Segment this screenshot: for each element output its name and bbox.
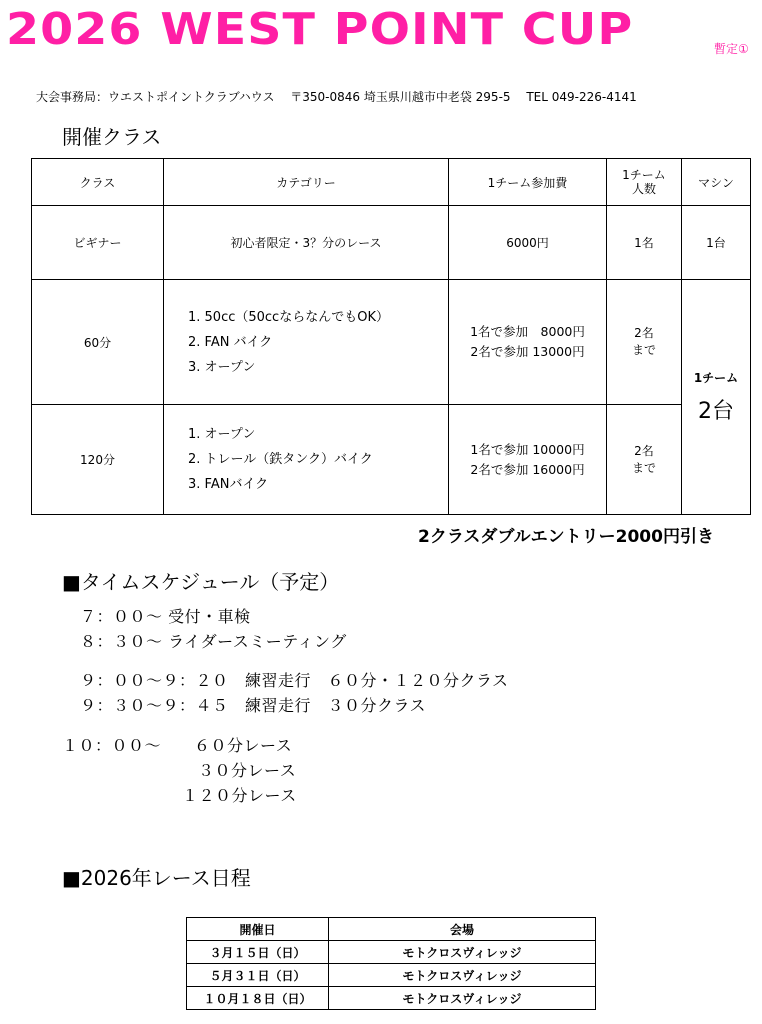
race-date: １０月１８日（日） [187, 987, 329, 1010]
class-60-categories [164, 280, 449, 405]
class-120-members [607, 405, 682, 515]
page-title: 2026 WEST POINT CUP [6, 4, 634, 55]
beginner-name: ビギナー [32, 206, 164, 280]
race-date: ３月１５日（日） [187, 941, 329, 964]
class-120-members1: 2名 [634, 443, 654, 458]
shared-machine [682, 280, 751, 515]
class-60-members1: 2名 [634, 326, 654, 340]
header-members-line1: 1チーム [622, 168, 666, 182]
schedule-line: ９：３０～９：４５ 練習走行 ３０分クラス [80, 696, 427, 715]
race-schedule-table [186, 917, 596, 1010]
race-header-venue: 会場 [329, 918, 596, 941]
class-120-cat2: 2. トレール（鉄タンク）バイク [188, 452, 373, 467]
class-120-fee [449, 405, 607, 515]
race-header-date: 開催日 [187, 918, 329, 941]
classes-heading: 開催クラス [62, 125, 162, 149]
class-60-fee [449, 280, 607, 405]
class-60-fee2: 2名で参加 13000円 [470, 344, 585, 359]
table-row [187, 964, 596, 987]
header-fee: 1チーム参加費 [449, 159, 607, 206]
class-120-cat1: 1. オープン [188, 427, 256, 442]
beginner-members: 1名 [607, 206, 682, 280]
header-members-line2: 人数 [631, 182, 656, 196]
race-venue: モトクロスヴィレッジ [329, 987, 596, 1010]
class-120-categories [164, 405, 449, 515]
beginner-machine: 1台 [682, 206, 751, 280]
class-60-members2: まで [631, 343, 656, 357]
schedule-line: １０：００～ ６０分レース [62, 736, 293, 755]
race-venue: モトクロスヴィレッジ [329, 964, 596, 987]
class-60-cat1: 1. 50cc（50ccならなんでもOK） [188, 309, 389, 325]
double-entry-discount: 2クラスダブルエントリー2000円引き [418, 527, 714, 547]
class-120-name: 120分 [32, 405, 164, 515]
office-info: 大会事務局：ウエストポイントクラブハウス 〒350-0846 埼玉県川越市中老袋 295-5 TEL 049-226-4141 [36, 90, 637, 104]
schedule-line: １２０分レース [182, 786, 297, 805]
schedule-heading: ■タイムスケジュール（予定） [62, 570, 340, 594]
race-venue: モトクロスヴィレッジ [329, 941, 596, 964]
class-60-name: 60分 [32, 280, 164, 405]
class-60-cat2: 2. FAN バイク [188, 334, 273, 350]
schedule-line: ７：００～ 受付・車検 [80, 607, 251, 626]
class-120-fee2: 2名で参加 16000円 [470, 461, 585, 477]
draft-label: 暫定① [714, 42, 749, 56]
class-60-members [607, 280, 682, 405]
table-row [187, 941, 596, 964]
class-120-cat3: 3. FANバイク [188, 477, 269, 492]
class-60-cat3: 3. オープン [188, 359, 256, 375]
header-class: クラス [32, 159, 164, 206]
shared-machine-team: 1チーム [693, 371, 739, 385]
table-row [187, 987, 596, 1010]
class-table [31, 158, 751, 515]
header-machine: マシン [682, 159, 751, 206]
schedule-line: ３０分レース [198, 761, 297, 780]
class-60-fee1: 1名で参加 8000円 [470, 324, 585, 339]
schedule-line: ８：３０～ ライダースミーティング [80, 632, 347, 651]
race-date: ５月３１日（日） [187, 964, 329, 987]
header-members [607, 159, 682, 206]
shared-machine-count: 2台 [698, 399, 734, 424]
schedule-line: ９：００～９：２０ 練習走行 ６０分・１２０分クラス [80, 671, 509, 690]
beginner-category: 初心者限定・3？分のレース [164, 206, 449, 280]
beginner-fee: 6000円 [449, 206, 607, 280]
race-schedule-heading: ■2026年レース日程 [62, 866, 251, 890]
header-category: カテゴリー [164, 159, 449, 206]
class-120-fee1: 1名で参加 10000円 [470, 441, 585, 457]
class-120-members2: まで [631, 460, 656, 475]
